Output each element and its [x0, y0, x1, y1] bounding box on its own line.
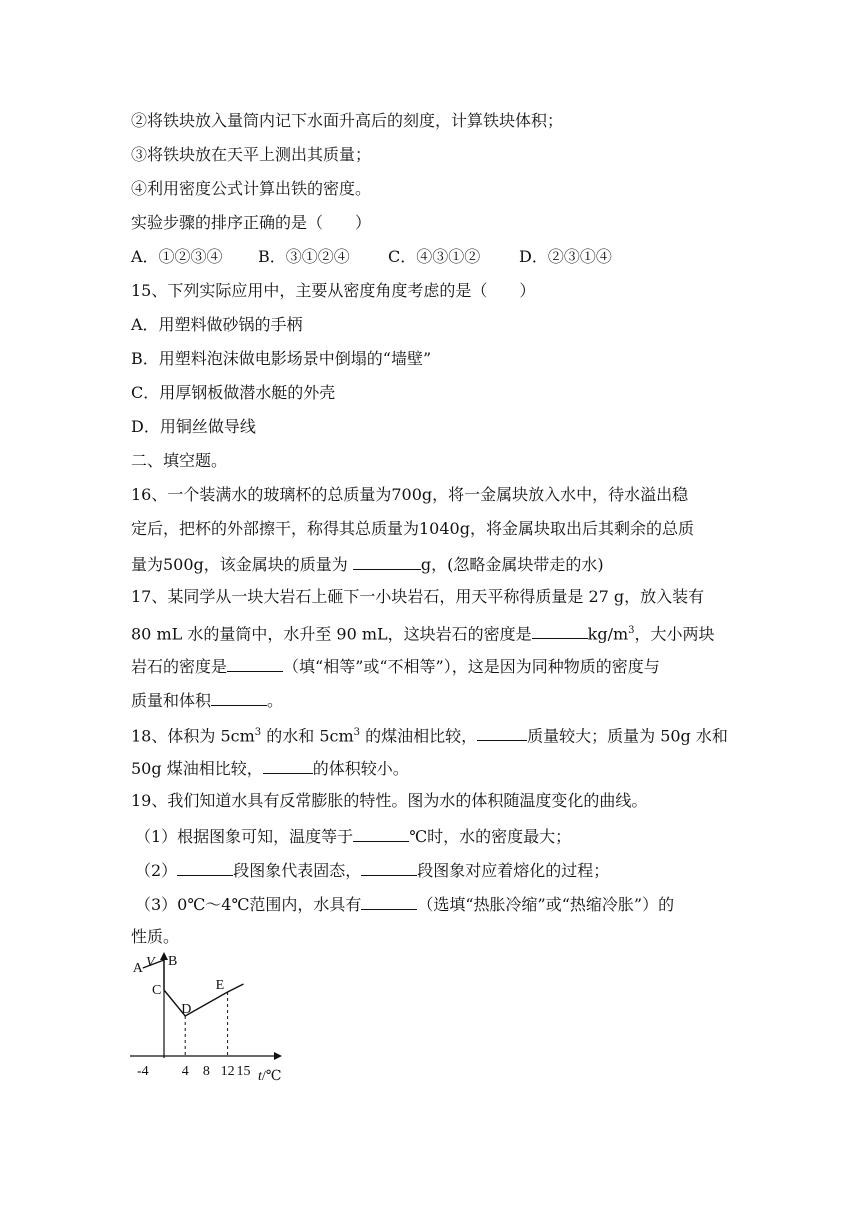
q19-solid-blank[interactable]	[177, 859, 233, 876]
x-tick-label-12: 12	[220, 1064, 235, 1079]
q17-text-end: 。	[267, 691, 284, 710]
q15-option-d: D．用铜丝做导线	[131, 417, 256, 436]
x-tick-label-neg4: -4	[136, 1064, 149, 1079]
q18-line-1	[131, 723, 728, 746]
step-3-line: ③将铁块放在天平上测出其质量；	[131, 145, 372, 164]
q19-text-end: 段图象对应着熔化的过程；	[417, 861, 610, 880]
q19-text: 段图象代表固态，	[233, 861, 362, 880]
q17-relation-blank[interactable]	[211, 689, 267, 706]
q14-options	[131, 247, 612, 267]
q18-volume-blank[interactable]	[263, 757, 313, 774]
q18-mass-blank[interactable]	[477, 724, 527, 741]
q18-text: 50g 煤油相比较，	[131, 759, 263, 778]
q17-line-2	[131, 621, 715, 644]
q18-line-2	[131, 757, 409, 779]
q17-text: 岩石的密度是	[131, 657, 228, 676]
y-axis-arrow	[160, 952, 168, 960]
q18-text: 的煤油相比较，	[360, 726, 478, 746]
q18-text-end: 质量较大；质量为 50g 水和	[527, 726, 728, 746]
q16-line-1: 16、一个装满水的玻璃杯的总质量为700g，将一金属块放入水中，待水溢出稳	[131, 485, 689, 504]
q16-line-3	[131, 553, 604, 575]
x-tick-label-15: 15	[236, 1064, 251, 1079]
q17-text-end: （填“相等”或“不相等”），这是因为同种物质的密度与	[283, 657, 660, 676]
q18-text: 的水和 5cm	[261, 726, 354, 746]
q16-answer-blank[interactable]	[353, 553, 421, 570]
point-label-d: D	[181, 1002, 192, 1017]
q17-unit: kg/m	[587, 624, 629, 644]
q17-line-4	[131, 689, 283, 711]
q17-line-3	[131, 655, 660, 677]
q14-option-a: A．①②③④	[131, 247, 223, 266]
q18-exponent-1: 3	[254, 727, 262, 738]
point-label-e: E	[215, 978, 225, 993]
y-axis-label: V	[146, 955, 155, 970]
q19-text: （2）	[135, 861, 178, 880]
q19-stem: 19、我们知道水具有反常膨胀的特性。图为水的体积随温度变化的曲线。	[131, 791, 648, 810]
q17-density-blank[interactable]	[532, 622, 588, 639]
q19-text-end: ℃时，水的密度最大；	[409, 827, 572, 846]
q14-option-b: B．③①②④	[258, 247, 350, 266]
q17-unit-exponent: 3	[628, 625, 635, 636]
q14-prompt: 实验步骤的排序正确的是（ ）	[131, 213, 372, 232]
q16-line-2: 定后，把杯的外部擦干，称得其总质量为1040g，将金属块取出后其剩余的总质	[131, 519, 694, 538]
step-2-line: ②将铁块放入量筒内记下水面升高后的刻度，计算铁块体积；	[131, 111, 564, 130]
q17-text: 质量和体积	[131, 691, 212, 710]
q19-text-end: （选填“热胀冷缩”或“热缩冷胀”）的	[417, 895, 675, 914]
q16-text-end: g，(忽略金属块带走的水)	[420, 555, 604, 574]
point-label-a: A	[132, 961, 143, 976]
q17-compare-blank[interactable]	[227, 655, 283, 672]
volume-temperature-graph	[126, 950, 301, 1085]
q18-exponent-2: 3	[353, 727, 361, 738]
q14-option-d: D．②③①④	[519, 247, 612, 266]
q19-part-3	[135, 893, 674, 915]
q19-text: （1）根据图象可知，温度等于	[135, 827, 354, 846]
q15-option-c: C．用厚钢板做潜水艇的外壳	[131, 383, 336, 402]
q16-text: 量为500g，该金属块的质量为	[131, 555, 348, 574]
x-tick-label-8: 8	[202, 1064, 210, 1079]
q14-option-c: C．④③①②	[388, 247, 481, 266]
section-heading: 二、填空题。	[131, 451, 228, 470]
q17-line-1: 17、某同学从一块大岩石上砸下一小块岩石，用天平称得质量是 27 g，放入装有	[131, 587, 705, 606]
point-label-c: C	[152, 983, 162, 998]
q15-option-a: A．用塑料做砂锅的手柄	[131, 315, 303, 334]
q19-temp-blank[interactable]	[353, 825, 409, 842]
q19-part-3-cont: 性质。	[131, 927, 180, 946]
point-label-b: B	[168, 954, 178, 969]
q19-part-2	[135, 859, 609, 881]
q18-text-end: 的体积较小。	[312, 759, 409, 778]
q19-part-1	[135, 825, 571, 847]
step-4-line: ④利用密度公式计算出铁的密度。	[131, 179, 372, 198]
q17-text-end: ，大小两块	[634, 624, 715, 644]
q15-option-b: B．用塑料泡沫做电影场景中倒塌的“墙壁”	[131, 349, 432, 368]
q19-property-blank[interactable]	[361, 893, 417, 910]
x-axis-label: t/℃	[258, 1069, 282, 1084]
q19-text: （3）0℃～4℃范围内，水具有	[135, 895, 362, 914]
q18-text: 18、体积为 5cm	[131, 726, 255, 746]
x-tick-label-4: 4	[181, 1064, 189, 1079]
x-axis-arrow	[274, 1052, 282, 1060]
q15-stem: 15、下列实际应用中，主要从密度角度考虑的是（ ）	[131, 281, 536, 300]
q17-text: 80 mL 水的量筒中，水升至 90 mL，这块岩石的密度是	[131, 624, 532, 644]
series-line-2	[164, 984, 244, 1016]
q19-melting-blank[interactable]	[361, 859, 417, 876]
